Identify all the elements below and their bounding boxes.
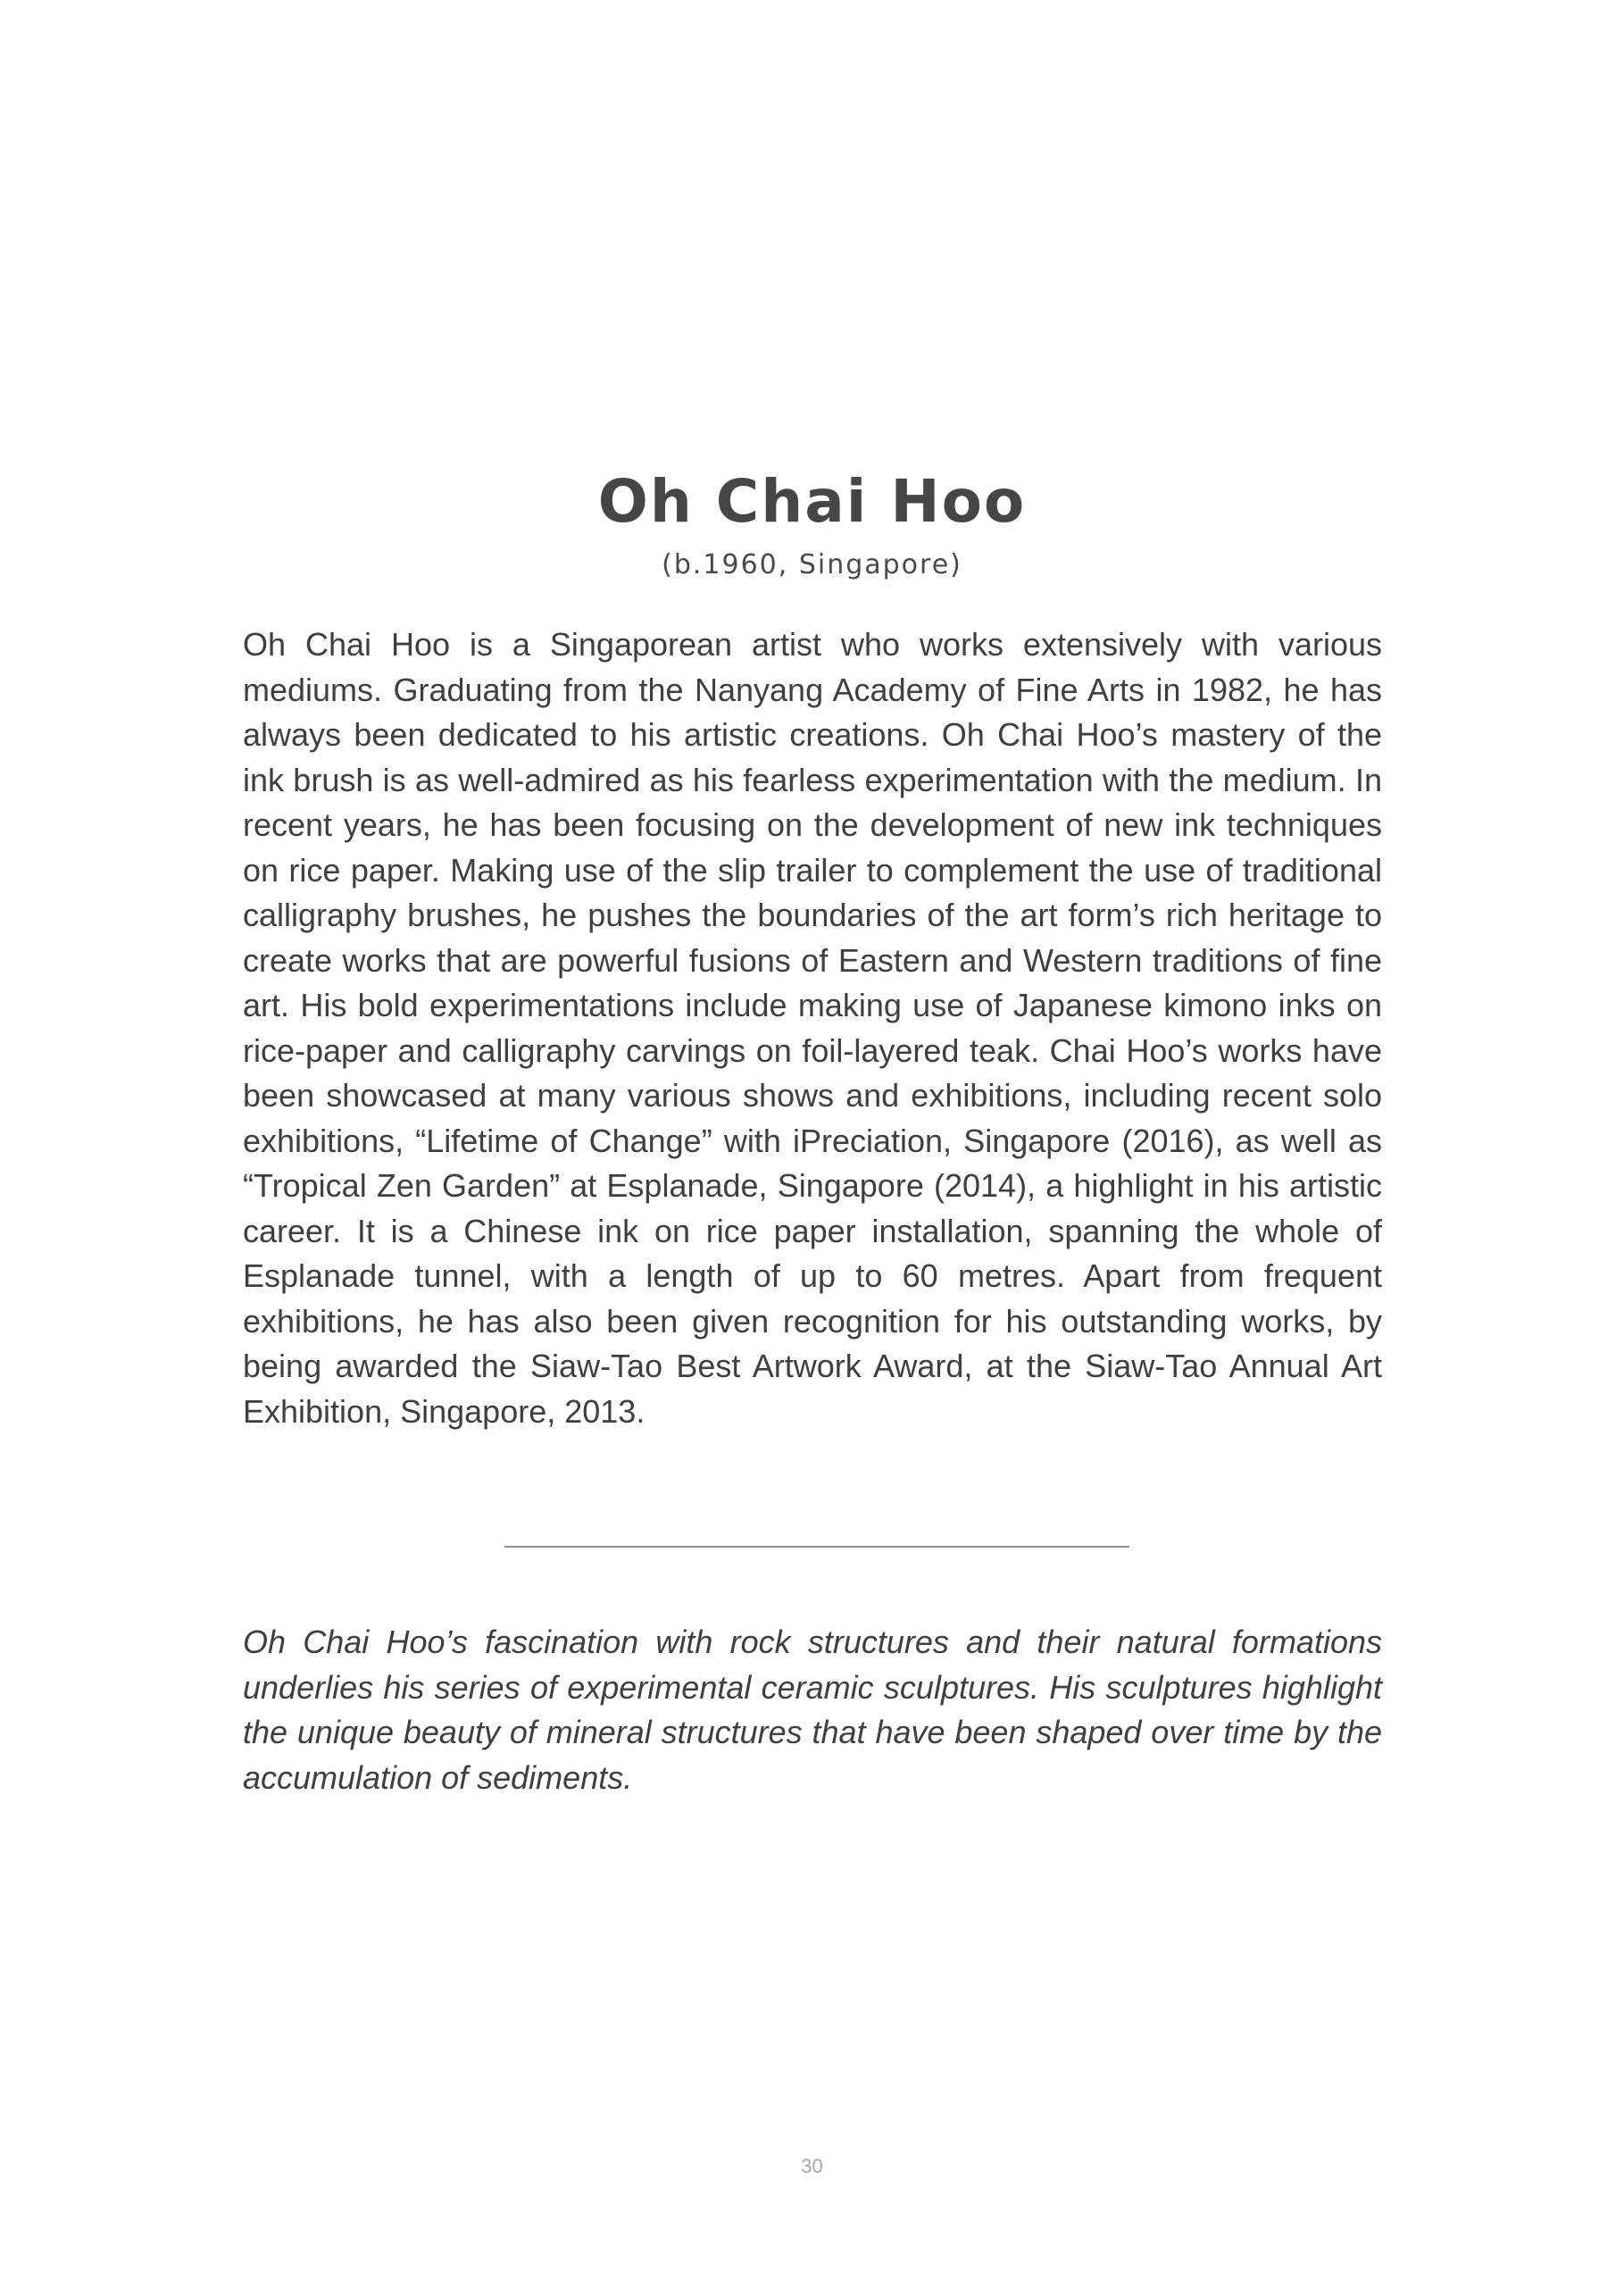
section-divider xyxy=(504,1546,1129,1548)
page-number: 30 xyxy=(801,2155,823,2177)
artist-biography: Oh Chai Hoo is a Singaporean artist who works extensively with various mediums. Graduating from the Nanyang Academy of Fine Arts in 1982, he has always been dedicated to his artistic creations. Oh Chai Hoo’s mastery of the ink brush is as well-admired as his fearless experimentation with the medium. In recent years, he has been focusing on the development of new ink techniques on rice paper. Making use of the slip trailer to complement the use of traditional calligraphy brushes, he pushes the boundaries of the art form’s rich heritage to create works that are powerful fusions of Eastern and Western traditions of fine art. His bold experimentations include making use of Japanese kimono inks on rice-paper and calligraphy carvings on foil-layered teak. Chai Hoo’s works have been showcased at many various shows and exhibitions, including recent solo exhibitions, “Lifetime of Change” with iPreciation, Singapore (2016), as well as “Tropical Zen Garden” at Esplanade, Singapore (2014), a highlight in his artistic career. It is a Chinese ink on rice paper installation, spanning the whole of Esplanade tunnel, with a length of up to 60 metres. Apart from frequent exhibitions, he has also been given recognition for his outstanding works, by being awarded the Siaw-Tao Best Artwork Award, at the Siaw-Tao Annual Art Exhibition, Singapore, 2013. xyxy=(243,626,1382,1430)
artwork-description-quote: Oh Chai Hoo’s fascination with rock structures and their natural formations underlies his series of experimental ceramic sculptures. His sculptures highlight the unique beauty of mineral structures that have been shaped over time by the accumulation of sediments. xyxy=(243,1624,1382,1796)
artist-name-title: Oh Chai Hoo xyxy=(597,467,1027,536)
artist-birth-info: (b.1960, Singapore) xyxy=(662,549,962,580)
